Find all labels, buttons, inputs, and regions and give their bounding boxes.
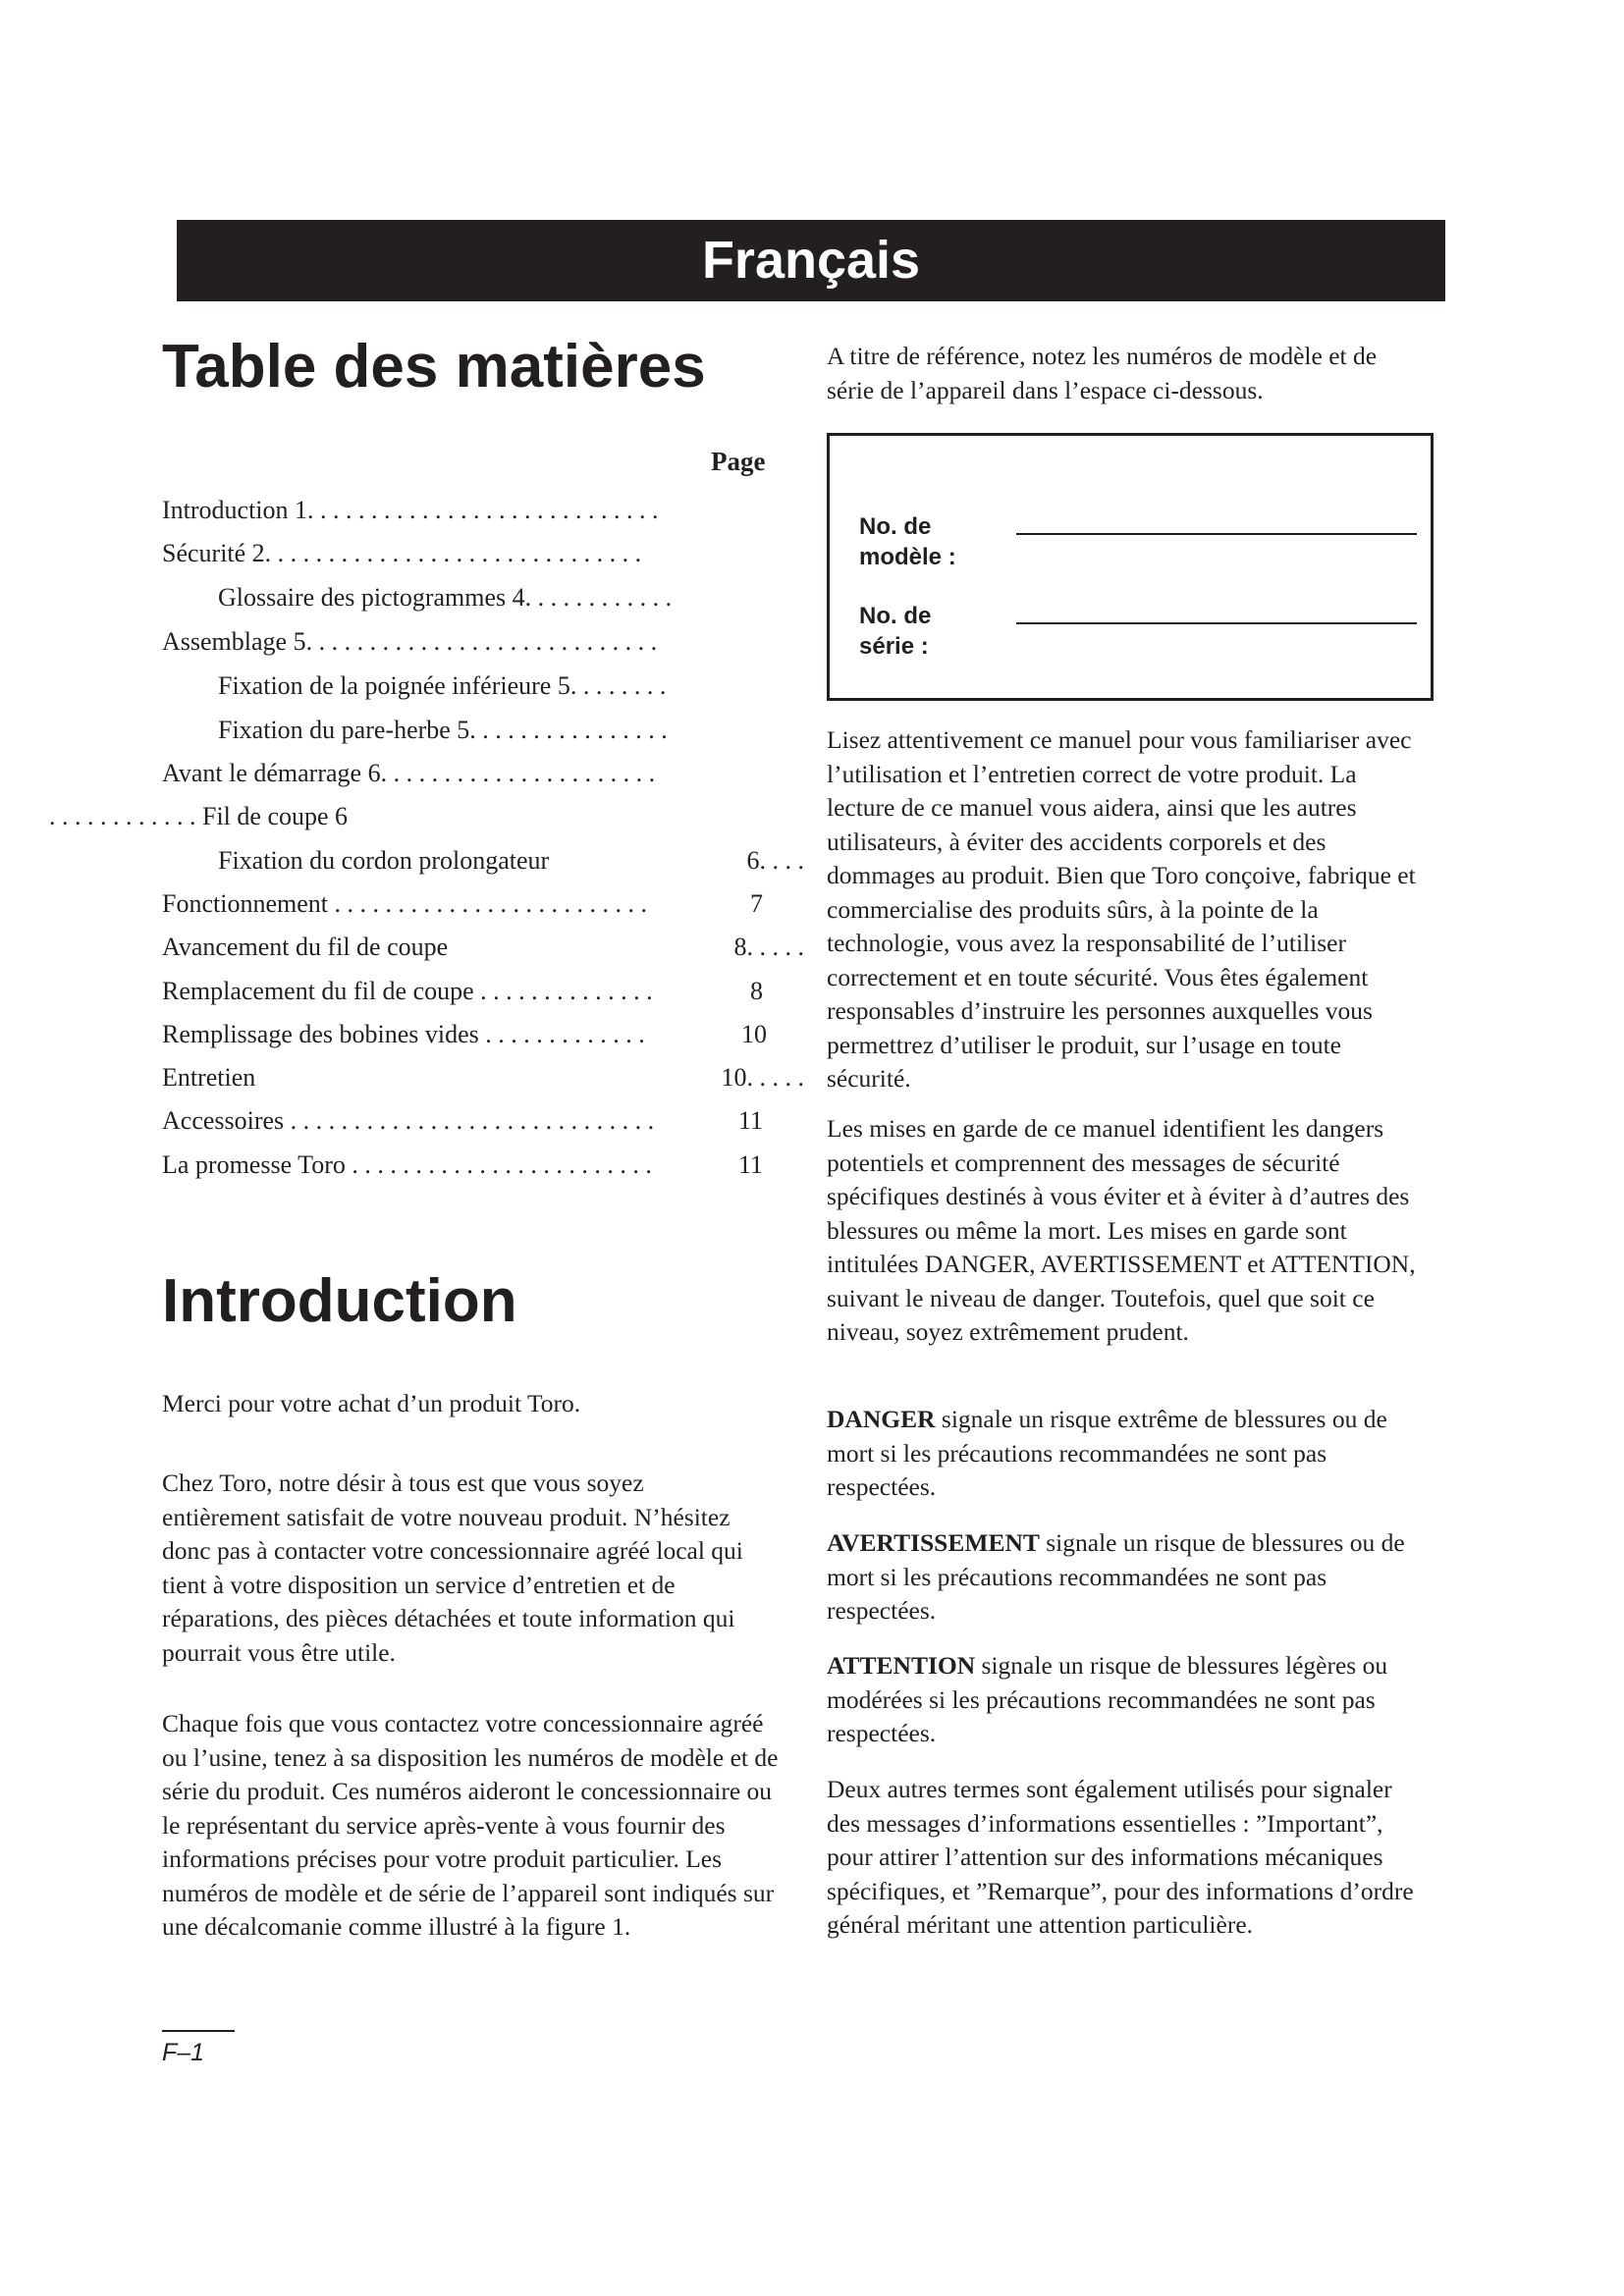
toc-title: Table des matières — [162, 333, 706, 400]
toc-entry-label: . . . . . . . . . . . . Fil de coupe 6 — [49, 802, 349, 830]
toc-entry-label: Fixation de la poignée inférieure 5. . . . . . . . — [218, 671, 667, 700]
toc-entry-page: 8. . . . . — [733, 933, 804, 961]
model-number-line — [1016, 533, 1417, 535]
toc-entry-page: 6. . . . — [746, 846, 804, 875]
toc-entry-page: 8 — [750, 977, 763, 1005]
toc-entry-label: Introduction 1. . . . . . . . . . . . . . . . . . . . . . . . . . . . — [162, 496, 659, 524]
danger-text: signale un risque extrême de blessures ou de mort si les précautions recommandées ne sont pas respectées. — [827, 1405, 1387, 1501]
introduction-title: Introduction — [162, 1267, 517, 1335]
attention-paragraph — [827, 1649, 1428, 1751]
serial-number-line — [1016, 622, 1417, 624]
toc-entry — [162, 1099, 771, 1143]
toc-entry-label: Assemblage 5. . . . . . . . . . . . . . . . . . . . . . . . . . . . — [162, 627, 658, 656]
danger-paragraph — [827, 1403, 1428, 1505]
toc-entry — [162, 532, 771, 575]
intro-paragraph: Merci pour votre achat d’un produit Toro. — [162, 1389, 581, 1417]
serial-number-field — [859, 601, 1409, 669]
read-manual-paragraph: Lisez attentivement ce manuel pour vous familiariser avec l’utilisation et l’entretien correct de votre produit. La lecture de ce manuel vous aidera, ainsi que les autres utilisateurs, à éviter des accidents corporels et des dommages au produit. Bien que Toro conçoive, fabrique et commercialise des produits sûrs, à la pointe de la technologie, vous avez la responsabilité de l’utiliser correctement et en toute sécurité. Vous êtes également responsables d’instruire les personnes auxquelles vous permettrez d’utiliser le produit, sur l’usage en toute sécurité. — [827, 725, 1416, 1093]
serial-record-box — [827, 433, 1434, 701]
toc-entry — [162, 752, 771, 795]
intro-paragraph: Chaque fois que vous contactez votre concessionnaire agréé ou l’usine, tenez à sa disposition les numéros de modèle et de série du produit. Ces numéros aideront le concessionnaire ou le représentant du service après-vente à vous fournir des informations précises pour votre produit particulier. Les numéros de modèle et de série de l’appareil sont indiqués sur une décalcomanie comme illustré à la figure 1. — [162, 1709, 779, 1941]
toc-entry-label: Remplissage des bobines vides . . . . . . . . . . . . . — [162, 1020, 645, 1048]
toc-entry — [162, 839, 804, 882]
avertissement-paragraph — [827, 1526, 1428, 1629]
toc-entry — [162, 665, 771, 708]
toc-entry — [162, 1056, 804, 1099]
toc-entry — [162, 576, 771, 619]
toc-entry-label: Fonctionnement . . . . . . . . . . . . . . . . . . . . . . . . . — [162, 889, 647, 918]
page-number: F–1 — [162, 2039, 205, 2066]
other-terms-paragraph: Deux autres termes sont également utilisés pour signaler des messages d’informations essentielles : ”Important”, pour attirer l’attention sur des informations mécaniques spécifiques, et ”Remarque”, pour des informations d’ordre général méritant une attention particulière. — [827, 1775, 1414, 1939]
toc-entry — [162, 1144, 771, 1187]
attention-text: signale un risque de blessures légères ou modérées si les précautions recommandées ne sont pas respectées. — [827, 1651, 1388, 1747]
toc-entry-label: Fixation du pare-herbe 5. . . . . . . . . . . . . . . . — [218, 716, 668, 744]
toc-entry-page: 7 — [750, 889, 763, 918]
toc-entry-label: Remplacement du fil de coupe . . . . . . . . . . . . . . — [162, 977, 653, 1005]
toc-entry-label: Fixation du cordon prolongateur — [218, 846, 550, 875]
toc-entry-label: Avancement du fil de coupe — [162, 933, 449, 961]
toc-entry-label: Accessoires . . . . . . . . . . . . . . . . . . . . . . . . . . . . . — [162, 1106, 655, 1135]
toc-entry — [162, 620, 771, 664]
toc-entry — [162, 970, 771, 1013]
toc-entry-page: 10 — [741, 1020, 767, 1048]
model-number-label: No. de modèle : — [859, 513, 956, 570]
intro-paragraph: Chez Toro, notre désir à tous est que vous soyez entièrement satisfait de votre nouveau produit. N’hésitez donc pas à contacter votre concessionnaire agréé local qui tient à votre disposition un service d’entretien et de réparations, des pièces détachées et toute information qui pourrait vous être utile. — [162, 1468, 743, 1667]
avertissement-text: signale un risque de blessures ou de mort si les précautions recommandées ne sont pas respectées. — [827, 1528, 1405, 1625]
toc-page-header: Page — [711, 447, 766, 476]
toc-entry-label: La promesse Toro . . . . . . . . . . . . . . . . . . . . . . . . — [162, 1150, 652, 1179]
toc-entry-label: Entretien — [162, 1063, 256, 1092]
toc-entry — [49, 795, 771, 838]
danger-term: DANGER — [827, 1405, 936, 1433]
toc-entry-label: Sécurité 2. . . . . . . . . . . . . . . . . . . . . . . . . . . . . . — [162, 539, 642, 567]
toc-entry — [162, 489, 771, 532]
toc-entry — [162, 926, 804, 969]
avertissement-term: AVERTISSEMENT — [827, 1528, 1040, 1557]
model-number-field — [859, 511, 1409, 580]
toc-entry — [162, 1013, 771, 1056]
toc-entry-page: 11 — [737, 1106, 763, 1135]
warnings-intro-paragraph: Les mises en garde de ce manuel identifient les dangers potentiels et comprennent des messages de sécurité spécifiques destinés à vous éviter et à éviter à d’autres des blessures ou même la mort. Les mises en garde sont intitulées DANGER, AVERTISSEMENT et ATTENTION, suivant le niveau de danger. Toutefois, quel que soit ce niveau, soyez extrêmement prudent. — [827, 1114, 1416, 1346]
language-banner: Français — [177, 220, 1445, 301]
toc-entry-label: Glossaire des pictogrammes 4. . . . . . . . . . . . — [218, 583, 673, 612]
footer-rule — [162, 2030, 235, 2032]
toc-entry-label: Avant le démarrage 6. . . . . . . . . . . . . . . . . . . . . . — [162, 759, 656, 787]
toc-entry-page: 10. . . . . — [721, 1063, 804, 1092]
toc-entry-page: 11 — [737, 1150, 763, 1179]
toc-entry — [162, 709, 771, 752]
reference-note: A titre de référence, notez les numéros de modèle et de série de l’appareil dans l’espace ci-dessous. — [827, 342, 1378, 404]
attention-term: ATTENTION — [827, 1651, 976, 1680]
serial-number-label: No. de série : — [859, 603, 932, 660]
toc-entry — [162, 882, 771, 926]
